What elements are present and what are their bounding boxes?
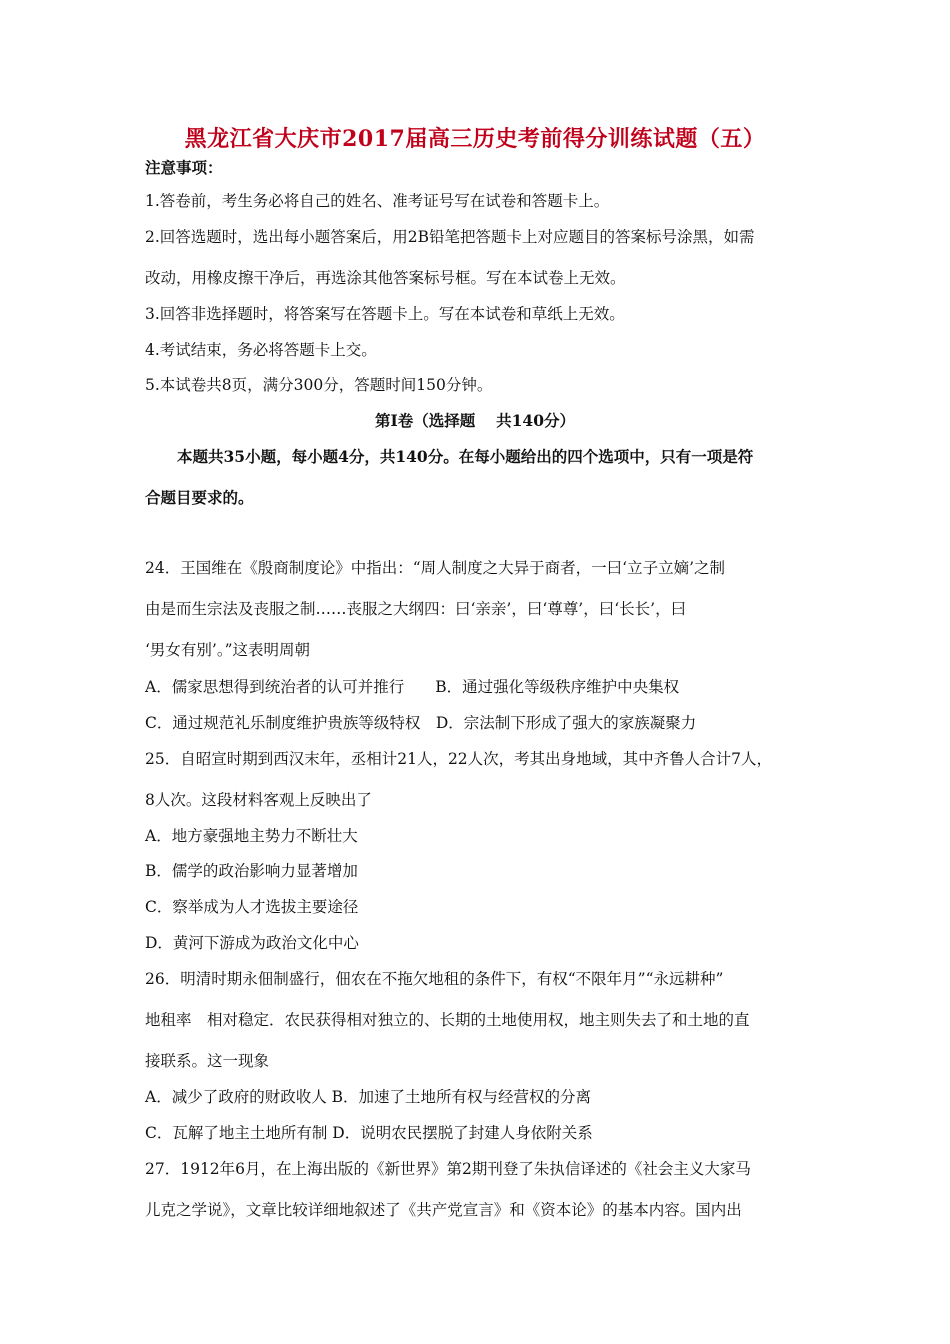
question-26-text: 地租率 相对稳定．农民获得相对独立的、长期的土地使用权，地主则失去了和土地的直 bbox=[145, 1011, 750, 1029]
question-24-text: ‘男女有别’。”这表明周朝 bbox=[145, 641, 311, 659]
question-25-text: 8人次。这段材料客观上反映出了 bbox=[145, 791, 372, 809]
section-instruction: 合题目要求的。 bbox=[145, 488, 254, 507]
question-25-option: D．黄河下游成为政治文化中心 bbox=[145, 934, 359, 952]
notice-item: 改动，用橡皮擦干净后，再选涂其他答案标号框。写在本试卷上无效。 bbox=[145, 269, 626, 287]
notice-item: 5.本试卷共8页，满分300分，答题时间150分钟。 bbox=[145, 376, 493, 394]
notice-item: 2.回答选题时，选出每小题答案后，用2B铅笔把答题卡上对应题目的答案标号涂黑，如需 bbox=[145, 228, 755, 246]
question-25-option: B．儒学的政治影响力显著增加 bbox=[145, 862, 358, 880]
notice-heading: 注意事项： bbox=[145, 158, 223, 177]
question-24-text: 由是而生宗法及丧服之制……丧服之大纲四：曰‘亲亲’，曰‘尊尊’，曰‘长长’，曰 bbox=[145, 600, 687, 618]
notice-item: 4.考试结束，务必将答题卡上交。 bbox=[145, 341, 377, 359]
page-title: 黑龙江省大庆市2017届高三历史考前得分训练试题（五） bbox=[184, 126, 766, 152]
section-title: 第Ⅰ卷（选择题 共140分） bbox=[374, 411, 575, 430]
question-25-option: A．地方豪强地主势力不断壮大 bbox=[145, 827, 358, 845]
question-26-option: C．瓦解了地主土地所有制 D．说明农民摆脱了封建人身依附关系 bbox=[145, 1124, 593, 1142]
question-24-option: C．通过规范礼乐制度维护贵族等级特权 D．宗法制下形成了强大的家族凝聚力 bbox=[145, 714, 697, 732]
question-27-text: 27．1912年6月，在上海出版的《新世界》第2期刊登了朱执信译述的《社会主义大家马 bbox=[145, 1160, 751, 1178]
question-25-option: C．察举成为人才选拔主要途径 bbox=[145, 898, 359, 916]
question-27-text: 儿克之学说》，文章比较详细地叙述了《共产党宣言》和《资本论》的基本内容。国内出 bbox=[145, 1201, 742, 1219]
notice-item: 1.答卷前，考生务必将自己的姓名、准考证号写在试卷和答题卡上。 bbox=[145, 192, 610, 210]
question-25-text: 25．自昭宣时期到西汉末年，丞相计21人，22人次，考其出身地域，其中齐鲁人合计7人， bbox=[145, 750, 773, 768]
question-26-option: A．减少了政府的财政收人 B．加速了土地所有权与经营权的分离 bbox=[145, 1088, 592, 1106]
section-instruction: 本题共35小题，每小题4分，共140分。在每小题给出的四个选项中，只有一项是符 bbox=[177, 447, 754, 466]
question-24-text: 24．王国维在《殷商制度论》中指出：“周人制度之大异于商者，一曰‘立子立嫡’之制 bbox=[145, 559, 726, 577]
notice-item: 3.回答非选择题时，将答案写在答题卡上。写在本试卷和草纸上无效。 bbox=[145, 305, 625, 323]
question-26-text: 接联系。这一现象 bbox=[145, 1052, 270, 1070]
question-26-text: 26．明清时期永佃制盛行，佃农在不拖欠地租的条件下，有权“不限年月”“永远耕种” bbox=[145, 970, 724, 988]
question-24-option: A．儒家思想得到统治者的认可并推行 B．通过强化等级秩序维护中央集权 bbox=[145, 678, 680, 696]
